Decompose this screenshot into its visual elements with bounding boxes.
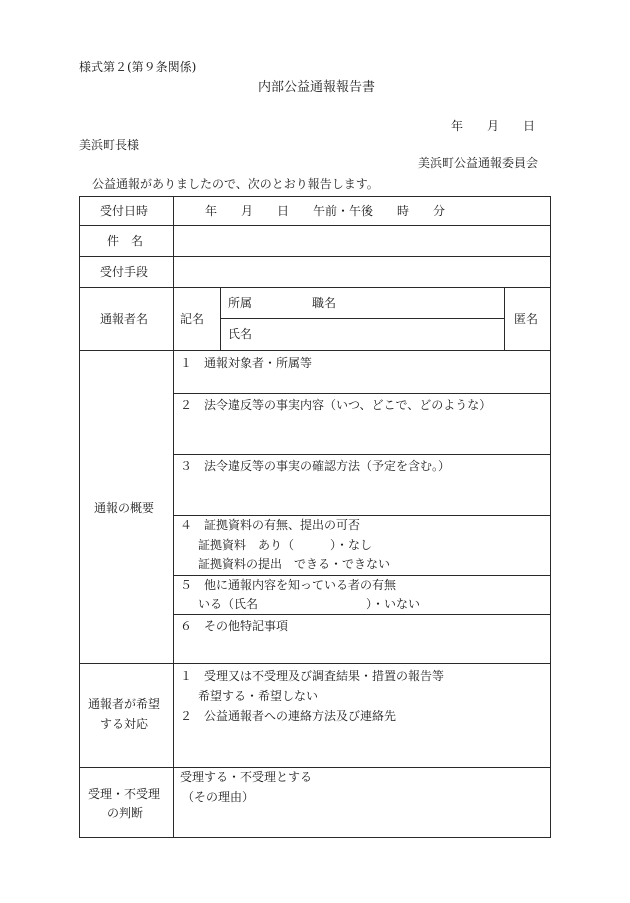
named-label: 記名 — [180, 312, 205, 326]
desired-response-item-1: １ 受理又は不受理及び調査結果・措置の報告等 — [180, 669, 445, 683]
summary-item-3: ３ 法令違反等の事実の確認方法（予定を含む。） — [180, 459, 451, 473]
acceptance-reason: （その理由） — [182, 790, 255, 804]
report-preference: 希望する・希望しない — [198, 689, 319, 703]
acceptance-label-2: の判断 — [107, 806, 144, 820]
anonymous-label: 匿名 — [514, 312, 539, 326]
subject-label: 件 名 — [107, 234, 144, 248]
form-number: 様式第２(第９条関係) — [79, 60, 197, 74]
affiliation-title-label: 所属 職名 — [228, 296, 337, 310]
subject-field[interactable] — [175, 227, 549, 255]
summary-item-2: ２ 法令違反等の事実内容（いつ、どこで、どのような） — [180, 398, 492, 412]
desired-response-label-1: 通報者が希望 — [88, 697, 161, 711]
summary-label: 通報の概要 — [94, 501, 155, 515]
summary-item-6: ６ その他特記事項 — [180, 619, 289, 633]
desired-response-item-2: ２ 公益通報者への連絡方法及び連絡先 — [180, 709, 397, 723]
report-date: 年 月 日 — [451, 119, 536, 133]
summary-item-5: ５ 他に通報内容を知っている者の有無 — [180, 578, 397, 592]
desired-response-label-2: する対応 — [100, 717, 149, 731]
full-name-label: 氏名 — [228, 327, 253, 341]
reporter-name-label: 通報者名 — [100, 312, 149, 326]
reception-datetime-value: 年 月 日 午前・午後 時 分 — [205, 204, 446, 218]
sender: 美浜町公益通報委員会 — [418, 156, 539, 170]
evidence-submission: 証拠資料の提出 できる・できない — [198, 557, 391, 571]
others-aware: いる（氏名 ）・いない — [198, 597, 421, 611]
acceptance-label-1: 受理・不受理 — [88, 787, 161, 801]
summary-item-1: １ 通報対象者・所属等 — [180, 356, 313, 370]
summary-item-4: ４ 証拠資料の有無、提出の可否 — [180, 518, 361, 532]
reception-datetime-label: 受付日時 — [100, 204, 149, 218]
acceptance-decision: 受理する・不受理とする — [180, 770, 313, 784]
document-title: 内部公益通報報告書 — [258, 80, 376, 95]
addressee: 美浜町長様 — [79, 138, 140, 152]
intro-text: 公益通報がありましたので、次のとおり報告します。 — [92, 177, 379, 191]
evidence-availability: 証拠資料 あり（ ）・なし — [198, 538, 373, 552]
reception-method-field[interactable] — [175, 258, 549, 286]
reception-method-label: 受付手段 — [100, 265, 149, 279]
